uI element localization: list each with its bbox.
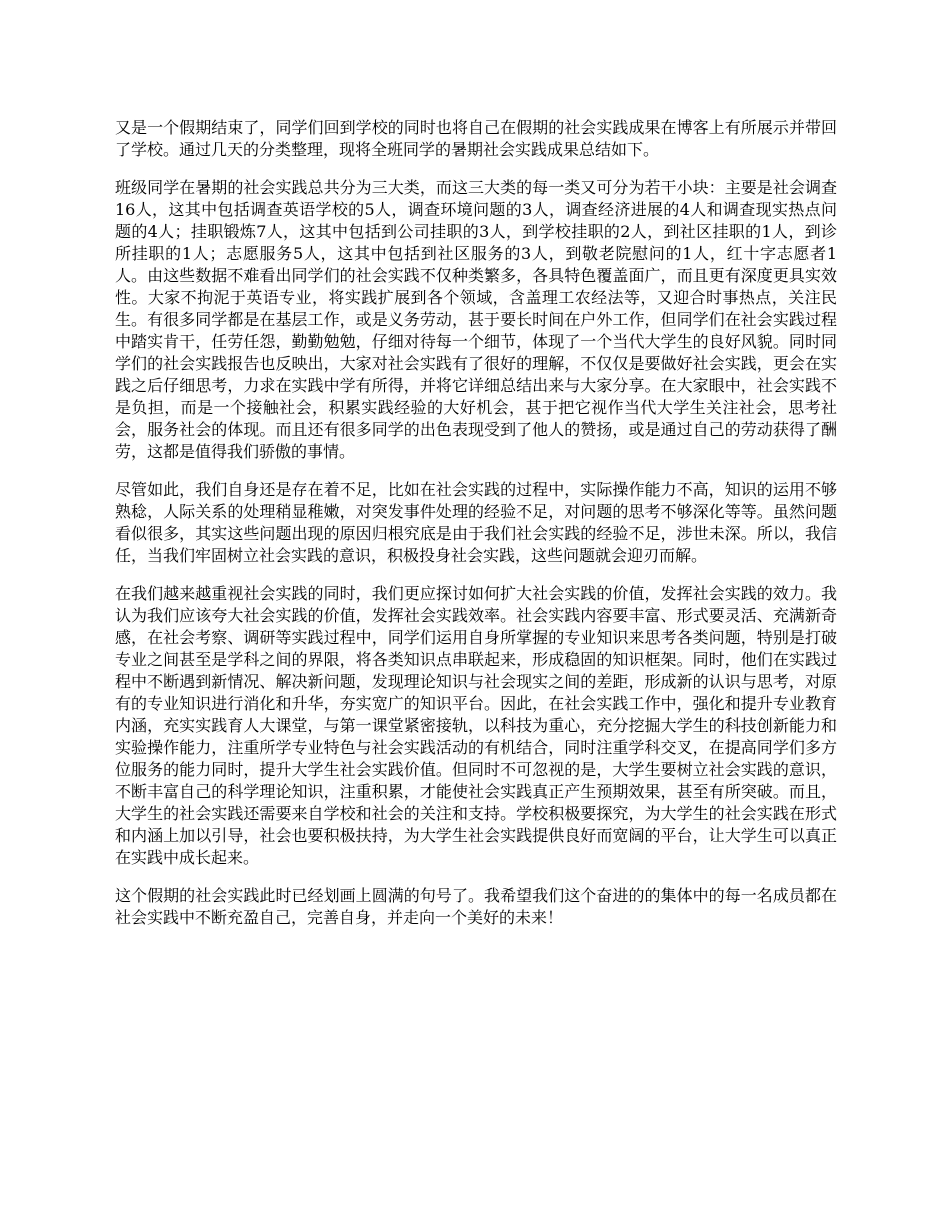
paragraph-shortcomings: 尽管如此，我们自身还是存在着不足，比如在社会实践的过程中，实际操作能力不高，知识的运用不够熟稔，人际关系的处理稍显稚嫩，对突发事件处理的经验不足，对问题的思考不够深化等等。虽然问题看似很多，其实这些问题出现的原因归根究底是由于我们社会实践的经验不足，涉世未深。所以，我信任，当我们牢固树立社会实践的意识，积极投身社会实践，这些问题就会迎刃而解。	[115, 480, 837, 565]
document-body	[115, 117, 837, 945]
paragraph-value: 在我们越来越重视社会实践的同时，我们更应探讨如何扩大社会实践的价值，发挥社会实践的效力。我认为我们应该夸大社会实践的价值，发挥社会实践效率。社会实践内容要丰富、形式要灵活、充满新奇感，在社会考察、调研等实践过程中，同学们运用自身所掌握的专业知识来思考各类问题，特别是打破专业之间甚至是学科之间的界限，将各类知识点串联起来，形成稳固的知识框架。同时，他们在实践过程中不断遇到新情况、解决新问题，发现理论知识与社会现实之间的差距，形成新的认识与思考，对原有的专业知识进行消化和升华，夯实宽广的知识平台。因此，在社会实践工作中，强化和提升专业教育内涵，充实实践育人大课堂，与第一课堂紧密接轨，以科技为重心，充分挖掘大学生的科技创新能力和实验操作能力，注重所学专业特色与社会实践活动的有机结合，同时注重学科交叉，在提高同学们多方位服务的能力同时，提升大学生社会实践价值。但同时不可忽视的是，大学生要树立社会实践的意识，不断丰富自己的科学理论知识，注重积累，才能使社会实践真正产生预期效果，甚至有所突破。而且，大学生的社会实践还需要来自学校和社会的关注和支持。学校积极要探究，为大学生的社会实践在形式和内涵上加以引导，社会也要积极扶持，为大学生社会实践提供良好而宽阔的平台，让大学生可以真正在实践中成长起来。	[115, 584, 837, 867]
paragraph-conclusion: 这个假期的社会实践此时已经划画上圆满的句号了。我希望我们这个奋进的的集体中的每一名成员都在社会实践中不断充盈自己，完善自身，并走向一个美好的未来！	[115, 886, 837, 927]
paragraph-summary: 班级同学在暑期的社会实践总共分为三大类，而这三大类的每一类又可分为若干小块：主要是社会调查16人，这其中包括调查英语学校的5人，调查环境问题的3人，调查经济进展的4人和调查现实热点问题的4人；挂职锻炼7人，这其中包括到公司挂职的3人，到学校挂职的2人，到社区挂职的1人，到诊所挂职的1人；志愿服务5人，这其中包括到社区服务的3人，到敬老院慰问的1人，红十字志愿者1人。由这些数据不难看出同学们的社会实践不仅种类繁多，各具特色覆盖面广，而且更有深度更具实效性。大家不拘泥于英语专业，将实践扩展到各个领域，含盖理工农经法等，又迎合时事热点，关注民生。有很多同学都是在基层工作，或是义务劳动，甚于要长时间在户外工作，但同学们在社会实践过程中踏实肯干，任劳任怨，勤勤勉勉，仔细对待每一个细节，体现了一个当代大学生的良好风貌。同时同学们的社会实践报告也反映出，大家对社会实践有了很好的理解，不仅仅是要做好社会实践，更会在实践之后仔细思考，力求在实践中学有所得，并将它详细总结出来与大家分享。在大家眼中，社会实践不是负担，而是一个接触社会，积累实践经验的大好机会，甚于把它视作当代大学生关注社会，思考社会，服务社会的体现。而且还有很多同学的出色表现受到了他人的赞扬，或是通过自己的劳动获得了酬劳，这都是值得我们骄傲的事情。	[115, 178, 837, 461]
paragraph-intro: 又是一个假期结束了，同学们回到学校的同时也将自己在假期的社会实践成果在博客上有所展示并带回了学校。通过几天的分类整理，现将全班同学的暑期社会实践成果总结如下。	[115, 118, 837, 159]
